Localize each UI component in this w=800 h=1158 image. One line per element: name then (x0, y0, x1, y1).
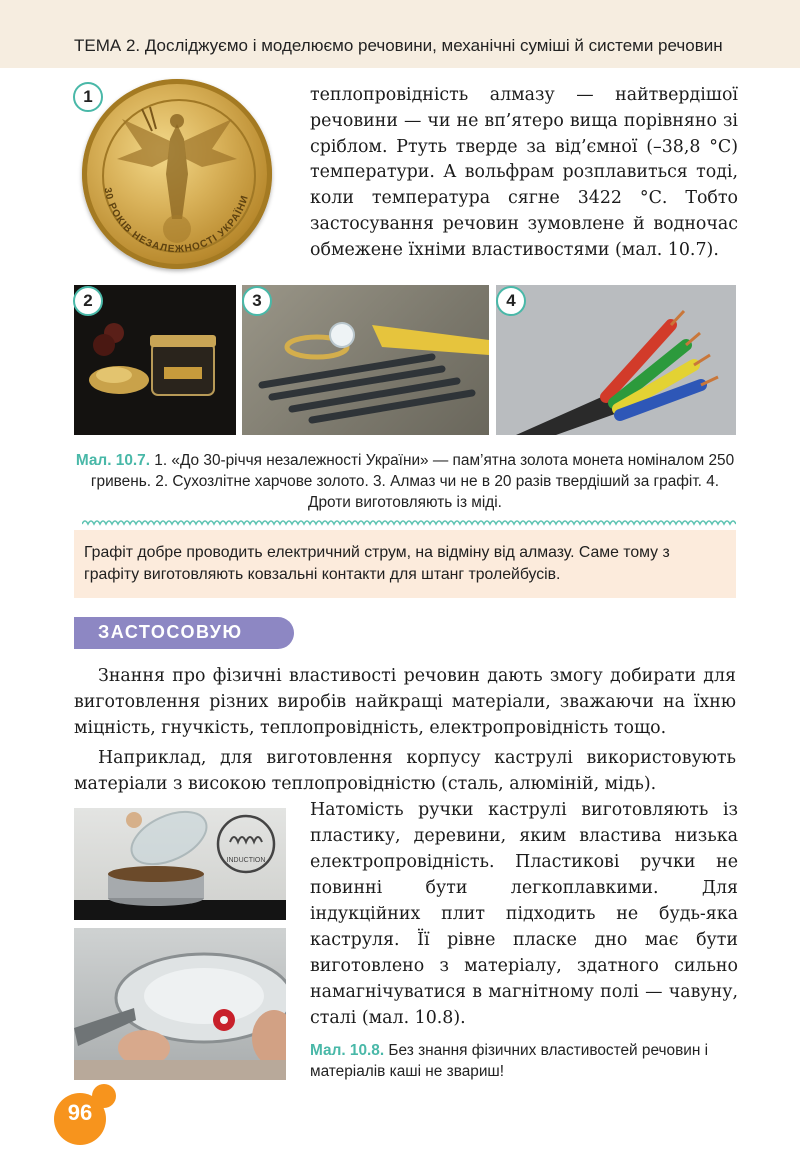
copper-wires-photo (496, 285, 736, 435)
figure-10-7-text: 1. «До 30-річчя незалежності України» — пам’ятна золота монета номіналом 250 гривень. 2. Сухозлітне харчове золото. 3. Алмаз чи не в 20 разів твердіший за графіт. 4. Дроти виготовляють із міді. (90, 452, 735, 511)
paragraph-1: Знання про фізичні властивості речовин дають змогу добирати для виготовлення різних виробів найкращі матеріали, зважаючи на їхню міцність, гнучкість, теплопровідність, електропровідність тощо. (74, 666, 736, 738)
paragraph-2: Наприклад, для виготовлення корпусу каструлі використовують матеріали з високою теплопровідністю (сталь, алюміній, мідь). (74, 748, 736, 794)
figure-10-8-caption (310, 1040, 730, 1082)
diamond-graphite-photo (242, 285, 489, 435)
svg-text:30 РОКІВ НЕЗАЛЕЖНОСТІ УКРАЇНИ: 30 РОКІВ НЕЗАЛЕЖНОСТІ УКРАЇНИ (101, 186, 251, 256)
figure-10-8-text: Без знання фізичних властивостей речовин і матеріалів каші не звариш! (310, 1042, 709, 1080)
figure-number-1: 1 (73, 82, 103, 112)
figure-number-4: 4 (496, 286, 526, 316)
section-title: ЗАСТОСОВУЮ (98, 622, 243, 642)
coin-engraving (82, 79, 272, 269)
figure-10-8-label: Мал. 10.8. (310, 1042, 385, 1059)
wavy-divider (82, 518, 736, 530)
note-text: Графіт добре проводить електричний струм, на відміну від алмазу. Саме тому з графіту виготовляють ковзальні контакти для штанг тролейбусів. (84, 544, 670, 583)
commemorative-coin-image (82, 79, 272, 269)
paragraph-3: Натомість ручки каструлі виготовляють із пластику, деревини, яким властива низька електропровідність. Пластикові ручки не повинні бути легкоплавкими. Для індукційних плит підходить не будь-яка каструля. Її рівне пласке дно має бути виготовлено з матеріалу, здатного сильно намагнічуватися в магнітному полі — чавуну, сталі (мал. 10.8). (310, 800, 738, 1028)
intro-paragraph: теплопровідність алмазу — найтвердішої речовини — чи не вп’ятеро вища порівняно зі сріблом. Ртуть тверде за від’ємної (–38,8 °С) температури. А вольфрам розплавиться тоді, коли температура сягне 3422 °С. Тобто застосування речовин зумовлене й водночас обмежене їхніми властивостями (мал. 10.7). (310, 85, 738, 260)
figure-number-3: 3 (242, 286, 272, 316)
pan-lid-photo (74, 808, 286, 920)
pressure-cooker-photo (74, 928, 286, 1080)
svg-text:INDUCTION: INDUCTION (226, 857, 266, 864)
section-banner (74, 617, 294, 649)
note-box (74, 530, 736, 598)
page-header (0, 0, 800, 68)
figure-number-2: 2 (73, 286, 103, 316)
page-number: 96 (67, 1100, 93, 1125)
chapter-title: ТЕМА 2. Досліджуємо і моделюємо речовини, механічні суміші й системи речовин (74, 36, 723, 55)
figure-10-7-caption (74, 450, 736, 513)
figure-10-7-label: Мал. 10.7. (75, 452, 150, 469)
